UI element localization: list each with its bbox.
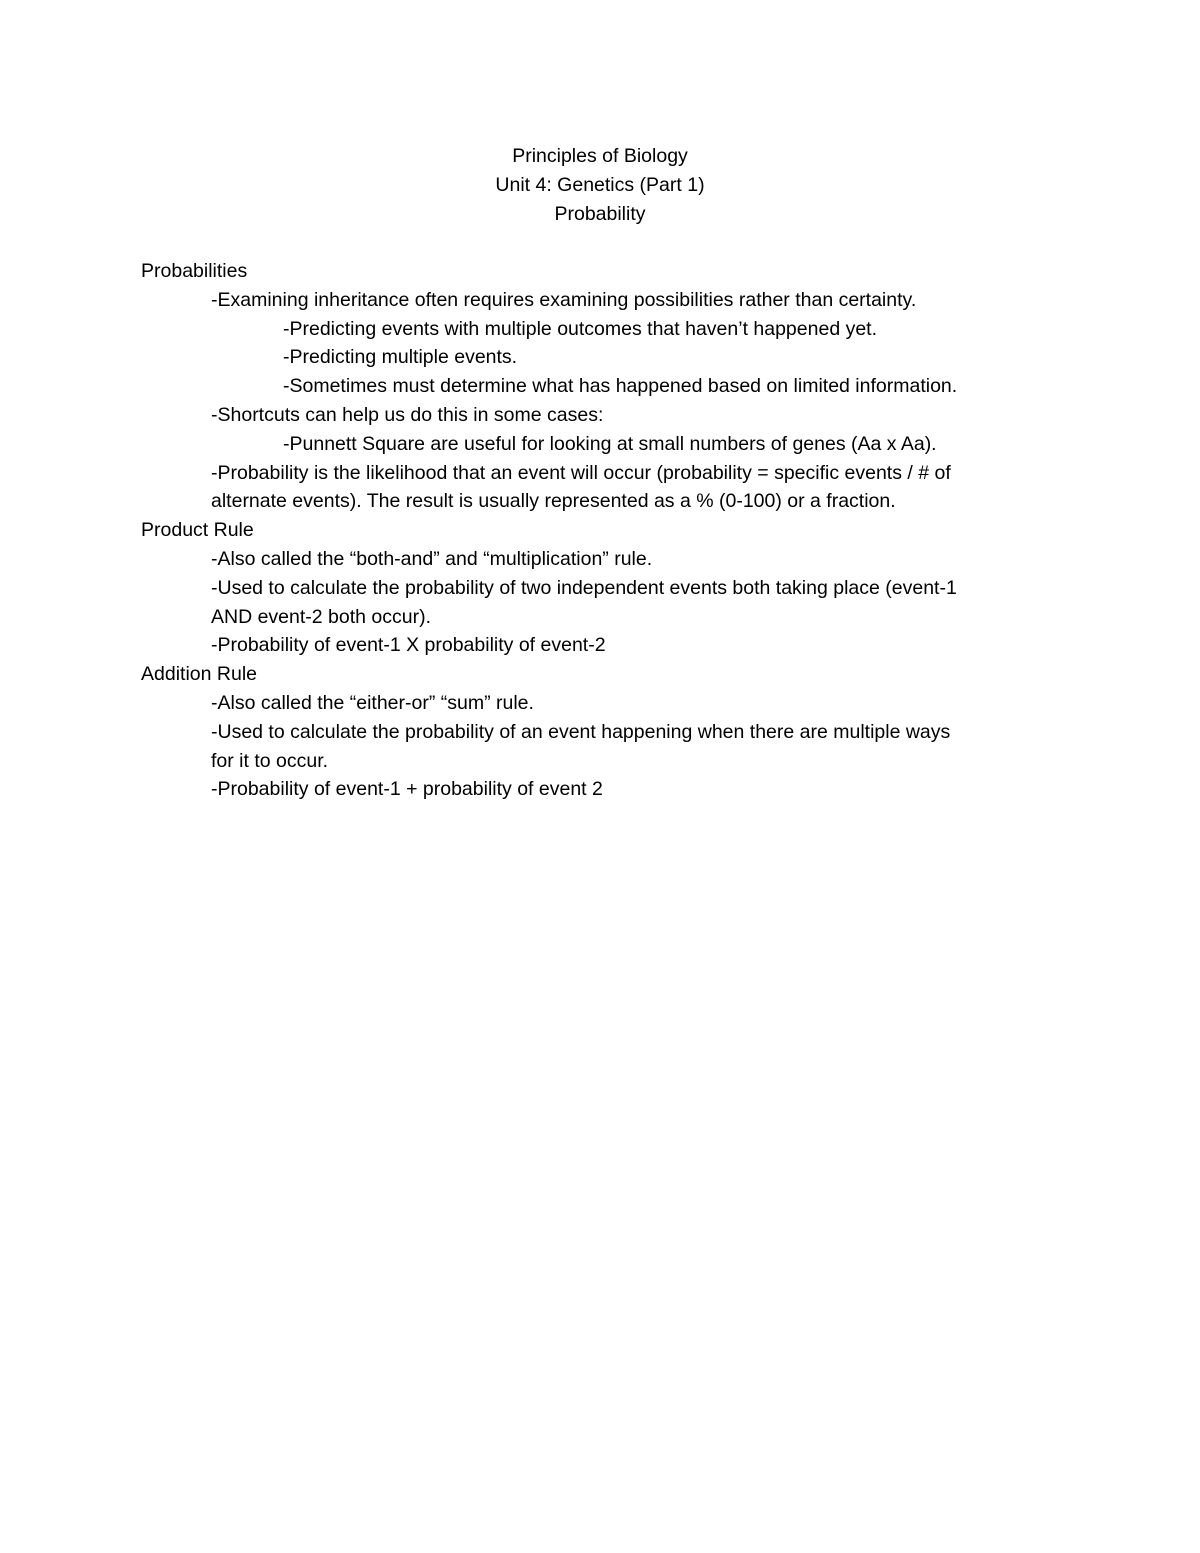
topic-title: Probability	[554, 203, 646, 225]
list-item: -Also called the “either-or” “sum” rule.	[211, 691, 534, 714]
sub-list-item: -Predicting events with multiple outcomes that haven’t happened yet.	[283, 317, 878, 340]
list-item: -Examining inheritance often requires examining possibilities rather than certainty.	[211, 288, 917, 311]
section-heading-probabilities: Probabilities	[141, 260, 248, 282]
list-item-continuation: alternate events). The result is usually represented as a % (0-100) or a fraction.	[211, 490, 896, 513]
document-body	[141, 257, 1061, 804]
list-item-continuation: AND event-2 both occur).	[211, 605, 432, 628]
list-item: -Probability of event-1 + probability of event 2	[211, 778, 603, 801]
course-title: Principles of Biology	[512, 145, 688, 167]
sub-list-item: -Predicting multiple events.	[283, 346, 518, 369]
section-heading-addition-rule: Addition Rule	[141, 663, 257, 686]
list-item: -Shortcuts can help us do this in some cases:	[211, 403, 604, 426]
list-item: -Probability is the likelihood that an event will occur (probability = specific events / # of	[211, 461, 951, 484]
list-item: -Also called the “both-and” and “multiplication” rule.	[211, 547, 653, 570]
sub-list-item: -Sometimes must determine what has happened based on limited information.	[283, 375, 958, 398]
sub-list-item: -Punnett Square are useful for looking at small numbers of genes (Aa x Aa).	[283, 432, 937, 455]
list-item: -Used to calculate the probability of an event happening when there are multiple ways	[211, 720, 951, 743]
document-title-block	[0, 142, 1200, 229]
list-item-continuation: for it to occur.	[211, 749, 329, 772]
section-heading-product-rule: Product Rule	[141, 519, 254, 542]
unit-title: Unit 4: Genetics (Part 1)	[495, 174, 705, 196]
list-item: -Used to calculate the probability of two independent events both taking place (event-1	[211, 576, 957, 599]
list-item: -Probability of event-1 X probability of event-2	[211, 634, 606, 657]
